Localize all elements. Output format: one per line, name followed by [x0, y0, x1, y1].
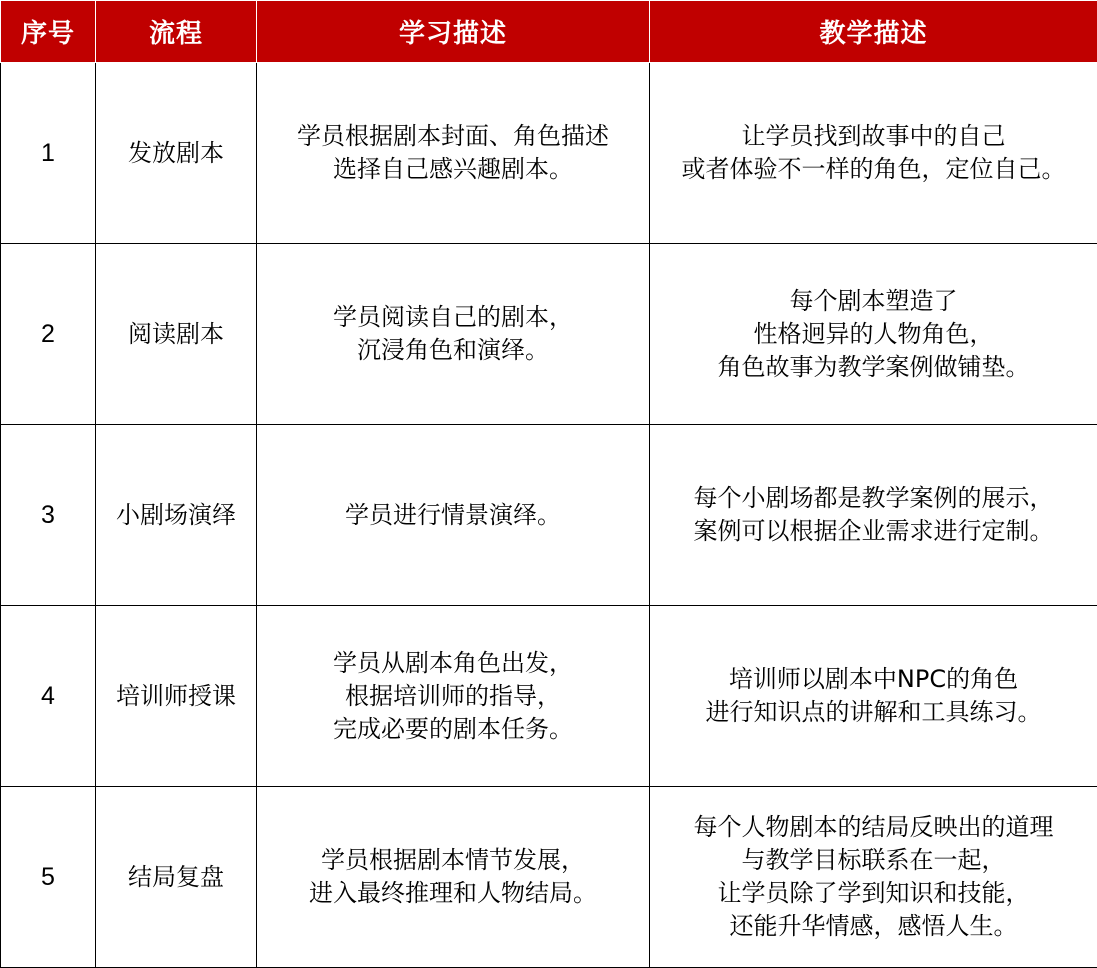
learning-cell	[257, 425, 650, 606]
row-number: 1	[1, 63, 96, 244]
learning-line: 根据培训师的指导，	[261, 680, 645, 713]
teaching-line: 或者体验不一样的角色，定位自己。	[654, 153, 1093, 186]
table-row	[1, 244, 1097, 425]
teaching-line: 每个剧本塑造了	[654, 285, 1093, 318]
learning-line: 沉浸角色和演绎。	[261, 334, 645, 367]
row-number: 4	[1, 606, 96, 787]
row-number: 3	[1, 425, 96, 606]
learning-line: 选择自己感兴趣剧本。	[261, 153, 645, 186]
teaching-line: 每个人物剧本的结局反映出的道理	[654, 811, 1093, 844]
learning-line: 进入最终推理和人物结局。	[261, 877, 645, 910]
teaching-line: 让学员除了学到知识和技能，	[654, 877, 1093, 910]
teaching-line: 还能升华情感，感悟人生。	[654, 910, 1093, 943]
teaching-line: 进行知识点的讲解和工具练习。	[654, 696, 1093, 729]
teaching-cell	[650, 606, 1097, 787]
learning-line: 学员进行情景演绎。	[261, 499, 645, 532]
learning-cell	[257, 244, 650, 425]
header-process: 流程	[96, 1, 257, 63]
teaching-cell	[650, 244, 1097, 425]
row-number: 2	[1, 244, 96, 425]
header-learning-description: 学习描述	[257, 1, 650, 63]
process-cell: 培训师授课	[96, 606, 257, 787]
learning-line: 完成必要的剧本任务。	[261, 713, 645, 746]
header-number: 序号	[1, 1, 96, 63]
learning-line: 学员阅读自己的剧本，	[261, 301, 645, 334]
learning-cell	[257, 606, 650, 787]
learning-line: 学员根据剧本情节发展，	[261, 844, 645, 877]
table-row	[1, 787, 1097, 968]
learning-cell	[257, 63, 650, 244]
teaching-line: 角色故事为教学案例做铺垫。	[654, 351, 1093, 384]
table-row	[1, 606, 1097, 787]
process-cell: 结局复盘	[96, 787, 257, 968]
teaching-cell	[650, 63, 1097, 244]
teaching-cell	[650, 425, 1097, 606]
learning-line: 学员根据剧本封面、角色描述	[261, 120, 645, 153]
learning-line: 学员从剧本角色出发，	[261, 647, 645, 680]
process-cell: 发放剧本	[96, 63, 257, 244]
process-cell: 阅读剧本	[96, 244, 257, 425]
teaching-cell	[650, 787, 1097, 968]
teaching-line: 培训师以剧本中NPC的角色	[654, 663, 1093, 696]
header-teaching-description: 教学描述	[650, 1, 1097, 63]
header-row	[1, 1, 1097, 63]
process-cell: 小剧场演绎	[96, 425, 257, 606]
table-row	[1, 425, 1097, 606]
teaching-line: 每个小剧场都是教学案例的展示，	[654, 482, 1093, 515]
learning-cell	[257, 787, 650, 968]
teaching-line: 案例可以根据企业需求进行定制。	[654, 515, 1093, 548]
teaching-line: 性格迥异的人物角色，	[654, 318, 1093, 351]
teaching-line: 与教学目标联系在一起，	[654, 844, 1093, 877]
table-row	[1, 63, 1097, 244]
row-number: 5	[1, 787, 96, 968]
teaching-line: 让学员找到故事中的自己	[654, 120, 1093, 153]
